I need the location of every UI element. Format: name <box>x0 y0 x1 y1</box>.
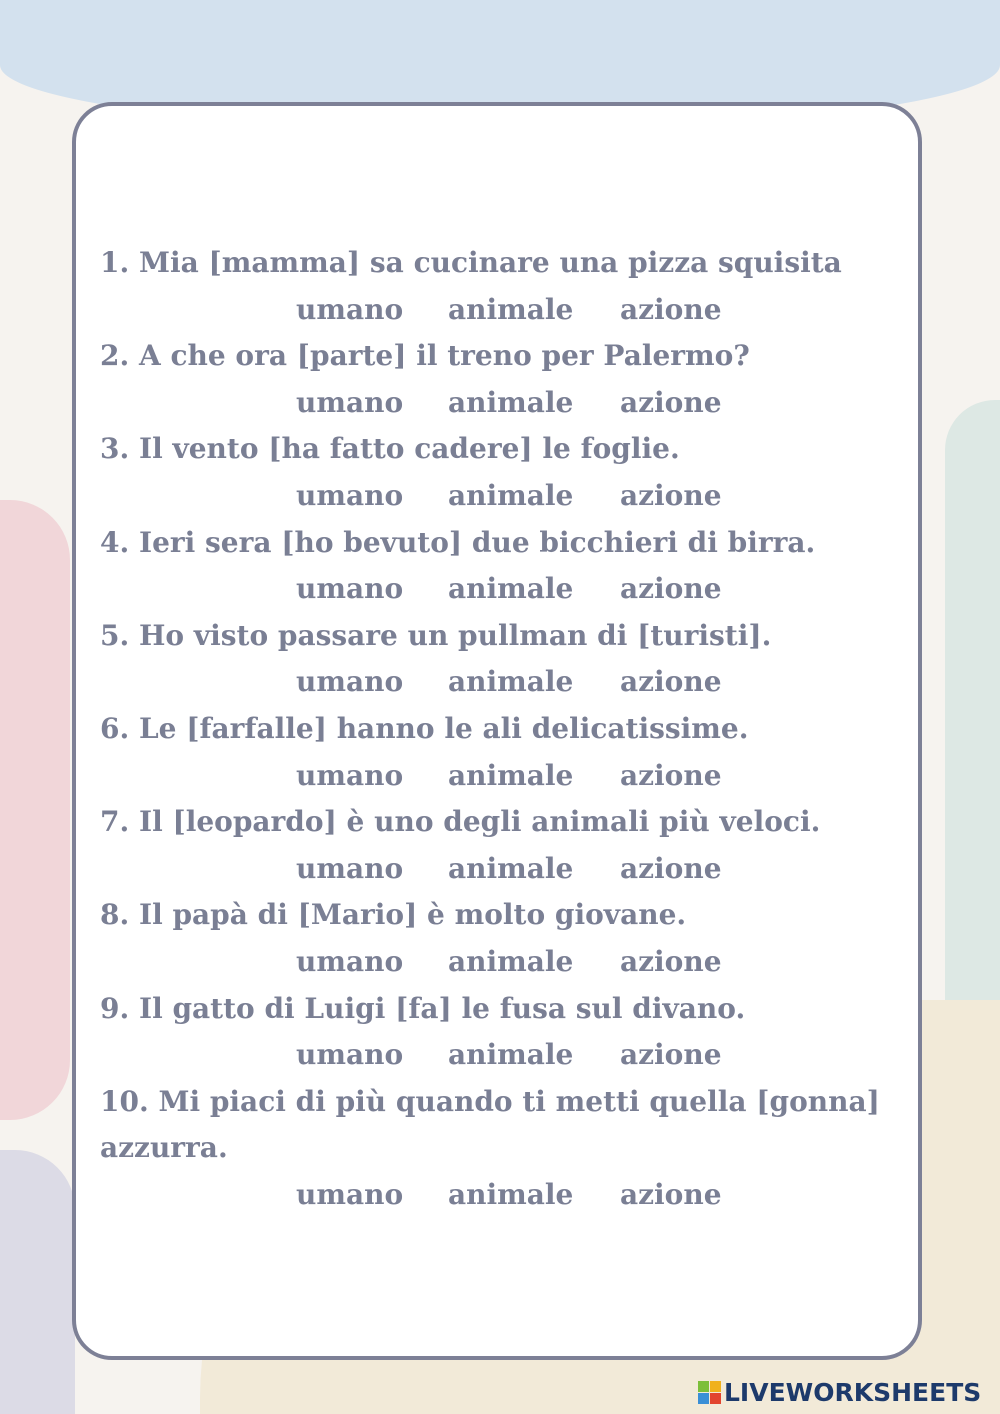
answer-options <box>100 1032 890 1079</box>
pink-blob <box>0 500 70 1120</box>
question-sentence: 4. Ieri sera [ho bevuto] due bicchieri di birra. <box>100 525 816 559</box>
option-animale[interactable]: animale <box>448 1038 574 1072</box>
option-animale[interactable]: animale <box>448 758 574 792</box>
answer-options <box>100 380 890 427</box>
option-umano[interactable]: umano <box>296 292 404 326</box>
option-umano[interactable]: umano <box>296 851 404 885</box>
option-animale[interactable]: animale <box>448 478 574 512</box>
answer-options <box>100 659 890 706</box>
option-umano[interactable]: umano <box>296 1177 404 1211</box>
option-umano[interactable]: umano <box>296 478 404 512</box>
option-azione[interactable]: azione <box>620 385 722 419</box>
option-umano[interactable]: umano <box>296 665 404 699</box>
option-animale[interactable]: animale <box>448 292 574 326</box>
question-sentence: 1. Mia [mamma] sa cucinare una pizza squisita <box>100 246 842 279</box>
answer-options <box>100 939 890 986</box>
question-sentence: 2. A che ora [parte] il treno per Palermo? <box>100 339 750 373</box>
option-umano[interactable]: umano <box>296 1038 404 1072</box>
option-azione[interactable]: azione <box>620 1177 722 1211</box>
question-sentence: 7. Il [leopardo] è uno degli animali più veloci. <box>100 805 821 839</box>
option-azione[interactable]: azione <box>620 572 722 606</box>
option-umano[interactable]: umano <box>296 385 404 419</box>
logo-text: LIVEWORKSHEETS <box>724 1378 982 1407</box>
liveworksheets-logo <box>698 1378 981 1407</box>
option-animale[interactable]: animale <box>448 851 574 885</box>
option-animale[interactable]: animale <box>448 665 574 699</box>
option-animale[interactable]: animale <box>448 1177 574 1211</box>
question-list <box>100 240 890 1218</box>
option-umano[interactable]: umano <box>296 944 404 978</box>
option-animale[interactable]: animale <box>448 572 574 606</box>
option-azione[interactable]: azione <box>620 851 722 885</box>
option-azione[interactable]: azione <box>620 758 722 792</box>
question-sentence: 8. Il papà di [Mario] è molto giovane. <box>100 898 687 932</box>
question-sentence: 6. Le [farfalle] hanno le ali delicatissime. <box>100 711 749 745</box>
question-sentence: 3. Il vento [ha fatto cadere] le foglie. <box>100 432 680 466</box>
lavender-blob <box>0 1150 75 1414</box>
option-azione[interactable]: azione <box>620 478 722 512</box>
option-azione[interactable]: azione <box>620 292 722 326</box>
question-sentence: 9. Il gatto di Luigi [fa] le fusa sul divano. <box>100 991 746 1025</box>
answer-options <box>100 846 890 893</box>
option-azione[interactable]: azione <box>620 1038 722 1072</box>
question-sentence: 5. Ho visto passare un pullman di [turisti]. <box>100 618 772 652</box>
logo-mark-icon <box>698 1381 721 1404</box>
option-umano[interactable]: umano <box>296 572 404 606</box>
mint-blob <box>945 400 1000 1100</box>
answer-options <box>100 566 890 613</box>
answer-options <box>100 1172 890 1219</box>
option-azione[interactable]: azione <box>620 944 722 978</box>
answer-options <box>100 753 890 800</box>
answer-options <box>100 473 890 520</box>
option-animale[interactable]: animale <box>448 944 574 978</box>
question-sentence: 10. Mi piaci di più quando ti metti quella [gonna] azzurra. <box>100 1084 880 1165</box>
answer-options <box>100 287 890 334</box>
option-animale[interactable]: animale <box>448 385 574 419</box>
option-umano[interactable]: umano <box>296 758 404 792</box>
option-azione[interactable]: azione <box>620 665 722 699</box>
